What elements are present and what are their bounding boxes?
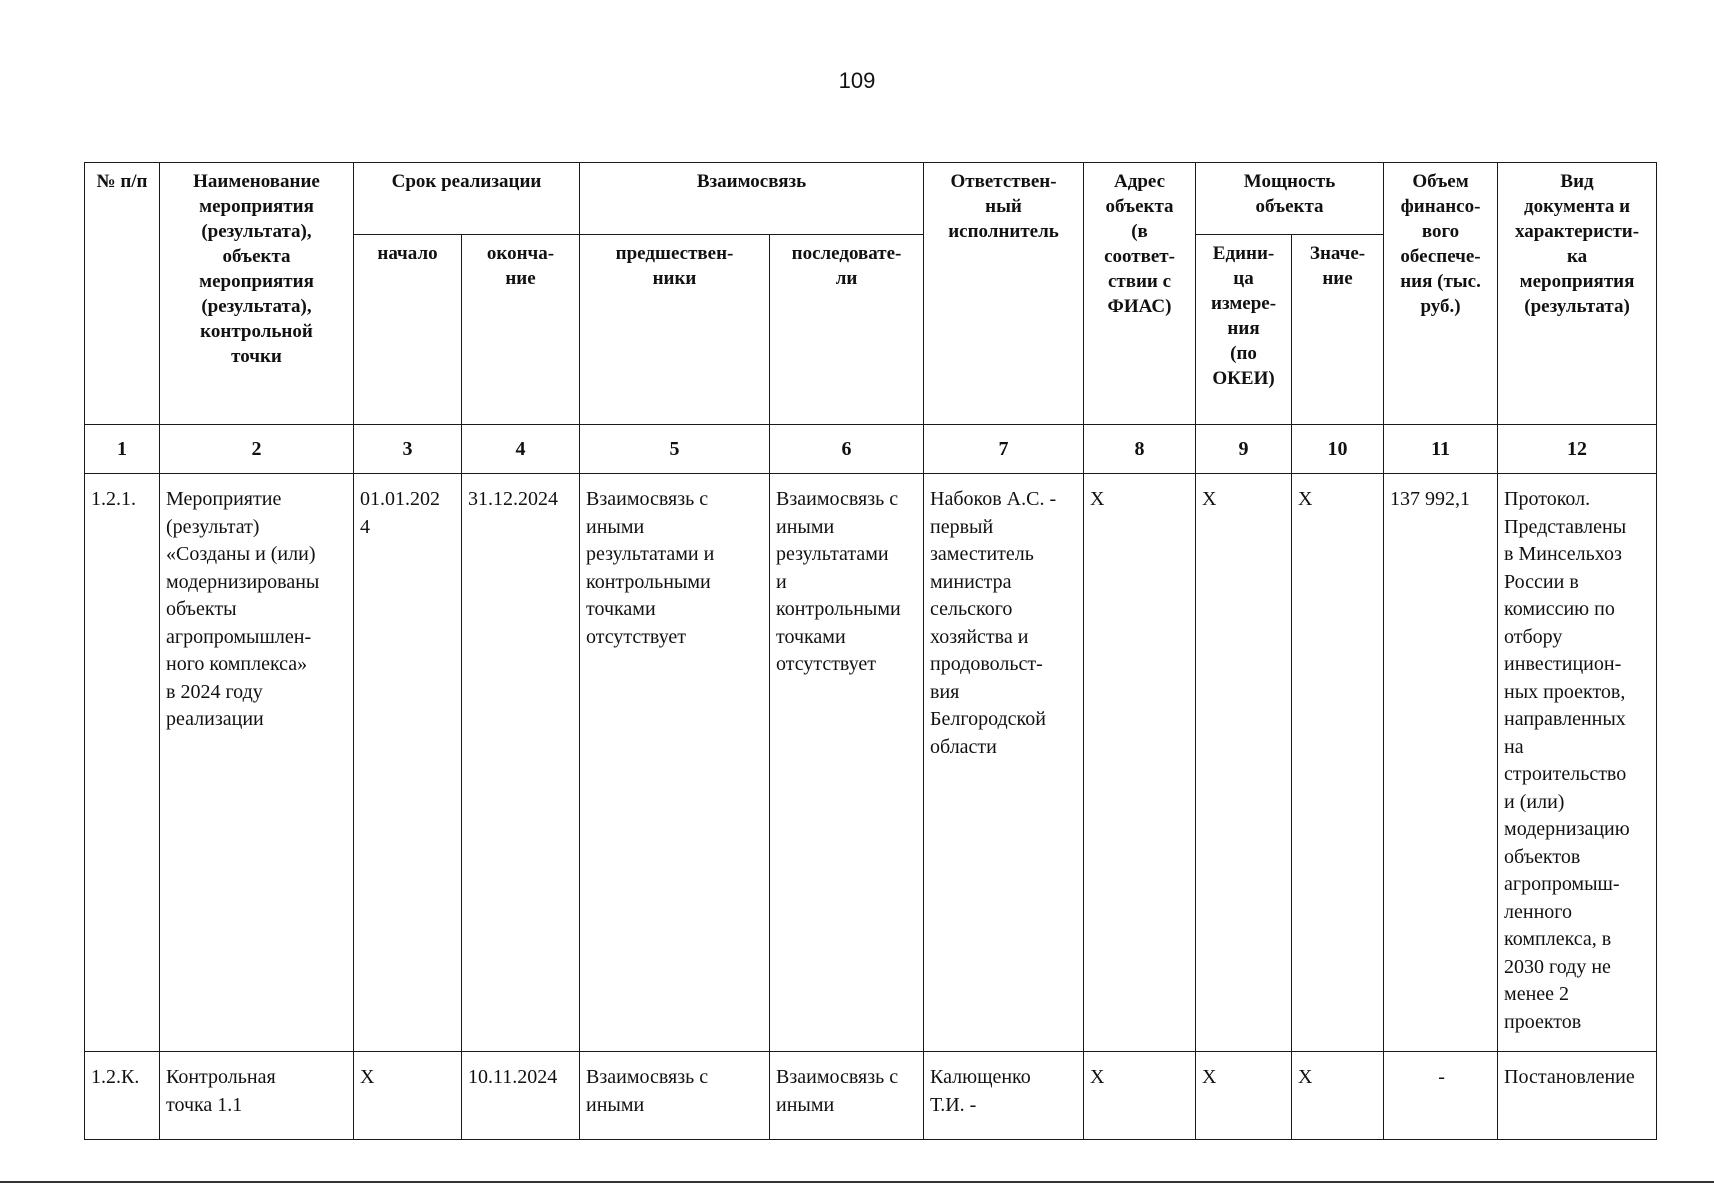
text-line: объектов (1504, 845, 1581, 868)
row-id: 1.2.К. (85, 1052, 160, 1140)
text-line: Взаимосвязь с (776, 488, 899, 510)
text-line: ли (835, 268, 858, 289)
row-responsible (924, 1052, 1084, 1140)
text-line: продовольст- (930, 653, 1043, 675)
text-line: точками (776, 625, 846, 648)
text-line: вого (1421, 221, 1460, 242)
text-line: Контрольная (166, 1066, 276, 1088)
text-line: исполнитель (948, 221, 1059, 242)
header-number: № п/п (85, 163, 160, 425)
text-line: вия (930, 680, 960, 703)
text-line: Набоков А.С. - (930, 488, 1057, 510)
text-line: 4 (360, 515, 370, 538)
text-line: России в (1504, 570, 1579, 593)
text-line: объекта (1105, 196, 1174, 217)
text-line: первый (930, 515, 994, 538)
text-line: ных проектов, (1504, 680, 1626, 703)
text-line: финансо- (1400, 196, 1481, 217)
text-line: Взаимосвязь с (586, 488, 709, 510)
text-line: мероприятия (199, 271, 314, 292)
text-line: измере- (1211, 293, 1277, 314)
text-line: проектов (1504, 1010, 1582, 1033)
page-number: 109 (838, 68, 876, 93)
column-number: 10 (1292, 425, 1384, 474)
row-responsible (924, 474, 1084, 1052)
text-line: Наименование (193, 171, 320, 192)
text-line: ствии с (1107, 271, 1172, 292)
text-line: Мероприятие (166, 488, 282, 510)
text-line: модернизированы (166, 570, 320, 593)
row-name (160, 474, 354, 1052)
text-line: (результат) (166, 515, 260, 538)
text-line: «Созданы и (или) (166, 543, 316, 565)
header-predecessors (580, 235, 770, 425)
row-end-date: 31.12.2024 (462, 474, 580, 1052)
header-start: начало (354, 235, 462, 425)
text-line: комплекса, в (1504, 928, 1612, 950)
row-address: X (1084, 474, 1196, 1052)
text-line: на (1504, 735, 1524, 758)
text-line: (в (1131, 221, 1148, 242)
text-line: Взаимосвязь с (776, 1066, 899, 1088)
text-line: (результата), (201, 221, 312, 242)
text-line: оконча- (486, 243, 555, 264)
row-document (1498, 474, 1657, 1052)
text-line: иными (776, 515, 835, 538)
column-number: 5 (580, 425, 770, 474)
column-numbers-row (85, 425, 1657, 474)
header-responsible (924, 163, 1084, 425)
column-number: 2 (160, 425, 354, 474)
text-line: контрольными (776, 598, 901, 620)
text-line: Мощность (1243, 171, 1336, 192)
text-line: и (или) (1504, 790, 1565, 813)
text-line: объекты (166, 598, 237, 620)
column-number: 9 (1196, 425, 1292, 474)
row-unit: X (1196, 1052, 1292, 1140)
column-number: 8 (1084, 425, 1196, 474)
text-line: последовате- (791, 243, 902, 264)
row-financing: 137 992,1 (1384, 474, 1498, 1052)
text-line: соответ- (1104, 246, 1175, 267)
header-name (160, 163, 354, 425)
text-line: точками (586, 598, 656, 620)
text-line: (по (1230, 343, 1257, 364)
row-value: X (1292, 1052, 1384, 1140)
row-predecessors (580, 1052, 770, 1140)
text-line: мероприятия (1519, 271, 1635, 292)
text-line: точки (231, 346, 282, 367)
text-line: в Минсельхоз (1504, 543, 1622, 565)
row-successors (770, 474, 924, 1052)
text-line: ние (1322, 268, 1353, 289)
text-line: ный (985, 196, 1022, 217)
text-line: агропромышлен- (166, 625, 312, 648)
text-line: ФИАС) (1107, 296, 1172, 317)
row-financing: - (1384, 1052, 1498, 1140)
text-line: ние (505, 268, 536, 289)
text-line: Протокол. (1504, 488, 1591, 510)
row-successors (770, 1052, 924, 1140)
text-line: в 2024 году (166, 680, 263, 703)
text-line: (результата), (201, 296, 312, 317)
text-line: Значе- (1309, 243, 1366, 264)
column-number: 3 (354, 425, 462, 474)
header-end (462, 235, 580, 425)
text-line: комиссию по (1504, 598, 1615, 620)
text-line: строительство (1504, 763, 1627, 785)
text-line: руб.) (1420, 296, 1461, 317)
text-line: агропромыш- (1504, 873, 1620, 895)
text-line: объекта (222, 246, 291, 267)
row-start-date (354, 1052, 462, 1140)
header-value (1292, 235, 1384, 425)
header-financing (1384, 163, 1498, 425)
text-line: (результата) (1524, 296, 1630, 317)
text-line: ленного (1504, 900, 1572, 923)
row-predecessors (580, 474, 770, 1052)
text-line: отсутствует (776, 653, 877, 675)
row-id: 1.2.1. (85, 474, 160, 1052)
text-line: ка (1566, 246, 1588, 267)
text-line: менее 2 (1504, 983, 1570, 1005)
column-number: 11 (1384, 425, 1498, 474)
text-line: ники (652, 268, 697, 289)
text-line: мероприятия (199, 196, 314, 217)
text-line: контрольной (200, 321, 313, 342)
text-line: направленных (1504, 708, 1626, 730)
row-unit: X (1196, 474, 1292, 1052)
text-line: и (776, 570, 787, 593)
text-line: объекта (1255, 196, 1324, 217)
text-line: хозяйства и (930, 625, 1029, 648)
column-number: 7 (924, 425, 1084, 474)
header-address (1084, 163, 1196, 425)
text-line: Вид (1560, 171, 1594, 192)
text-line: Калющенко (930, 1066, 1031, 1088)
header-successors (770, 235, 924, 425)
text-line: точка 1.1 (166, 1093, 243, 1116)
text-line: Ответствен- (950, 171, 1057, 192)
text-line: области (930, 735, 997, 758)
column-number: 12 (1498, 425, 1657, 474)
text-line: ния (тыс. (1400, 271, 1481, 292)
text-line: реализации (166, 708, 264, 730)
text-line: иными (776, 1093, 835, 1116)
text-line: иными (586, 1093, 645, 1116)
text-line: Белгородской (930, 708, 1046, 730)
text-line: результатами (776, 543, 889, 565)
row-name (160, 1052, 354, 1140)
text-line: X (360, 1066, 375, 1088)
text-line: модернизацию (1504, 818, 1630, 840)
text-line: ОКЕИ) (1212, 368, 1275, 389)
text-line: обеспече- (1400, 246, 1481, 267)
text-line: инвестицион- (1504, 653, 1622, 675)
text-line: Постановление (1504, 1066, 1635, 1088)
header-capacity (1196, 163, 1384, 235)
text-line: заместитель (930, 543, 1034, 565)
column-number: 1 (85, 425, 160, 474)
row-start-date (354, 474, 462, 1052)
header-relations: Взаимосвязь (580, 163, 924, 235)
text-line: результатами и (586, 543, 715, 565)
page-bottom-rule (0, 1181, 1714, 1183)
text-line: Взаимосвязь с (586, 1066, 709, 1088)
header-document (1498, 163, 1657, 425)
text-line: отсутствует (586, 625, 687, 648)
text-line: ца (1233, 268, 1254, 289)
text-line: министра (930, 570, 1012, 593)
row-end-date: 10.11.2024 (462, 1052, 580, 1140)
text-line: Едини- (1212, 243, 1275, 264)
events-table (84, 162, 1657, 1140)
table-row (85, 1052, 1657, 1140)
text-line: Адрес (1114, 171, 1166, 192)
row-document (1498, 1052, 1657, 1140)
row-address: X (1084, 1052, 1196, 1140)
text-line: ния (1227, 318, 1260, 339)
text-line: 2030 году не (1504, 955, 1611, 978)
row-value: X (1292, 474, 1384, 1052)
header-unit (1196, 235, 1292, 425)
table-row (85, 474, 1657, 1052)
text-line: характеристи- (1514, 221, 1640, 242)
text-line: Представлены (1504, 515, 1627, 538)
text-line: Т.И. - (930, 1093, 977, 1116)
text-line: 01.01.202 (360, 488, 440, 510)
text-line: контрольными (586, 570, 711, 593)
text-line: отбору (1504, 625, 1563, 648)
text-line: сельского (930, 598, 1013, 620)
text-line: предшествен- (615, 243, 734, 264)
text-line: документа и (1523, 196, 1631, 217)
text-line: ного комплекса» (166, 653, 308, 675)
header-term: Срок реализации (354, 163, 580, 235)
column-number: 6 (770, 425, 924, 474)
column-number: 4 (462, 425, 580, 474)
text-line: иными (586, 515, 645, 538)
text-line: Объем (1412, 171, 1469, 192)
